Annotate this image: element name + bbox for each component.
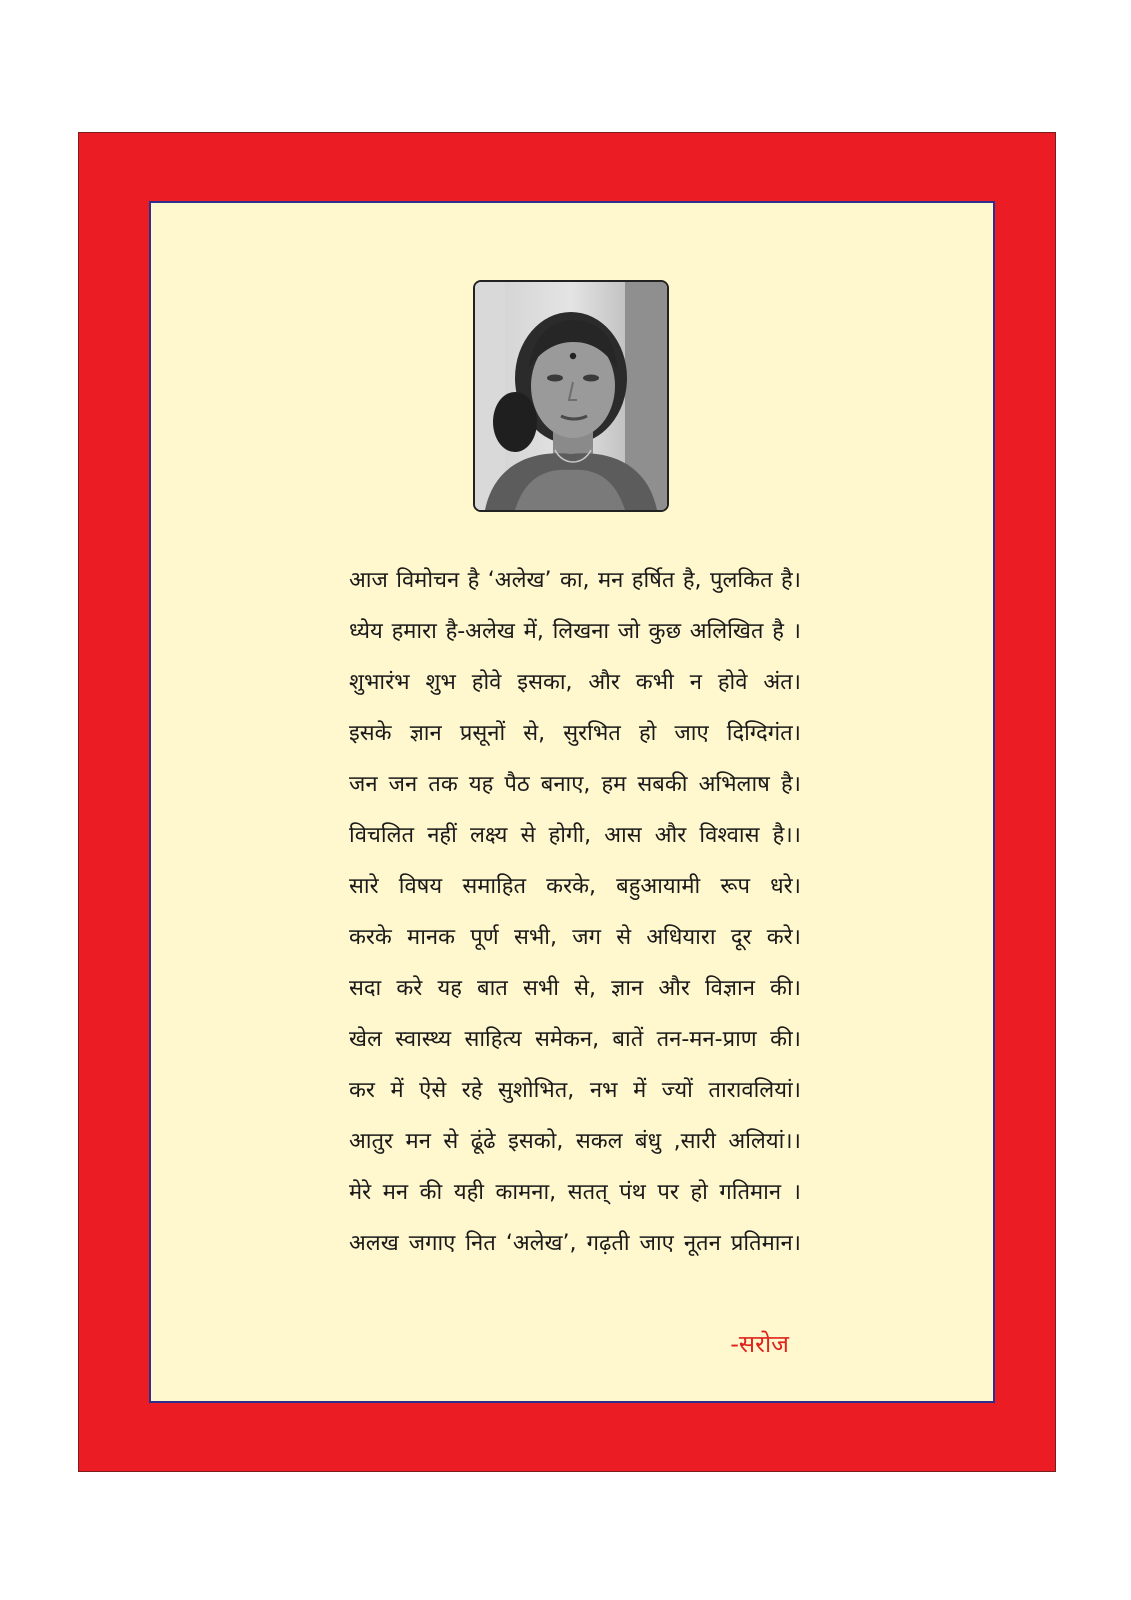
poem-line: कर में ऐसे रहे सुशोभित, नभ में ज्यों तारावलियां। xyxy=(349,1078,801,1103)
poem-line: इसके ज्ञान प्रसूनों से, सुरभित हो जाए दिग्दिगंत। xyxy=(349,721,801,746)
poem-line: अलख जगाए नित ‘अलेख’, गढ़ती जाए नूतन प्रतिमान। xyxy=(349,1231,801,1256)
poem-line: आतुर मन से ढूंढे इसको, सकल बंधु ,सारी अलियां।। xyxy=(349,1129,801,1154)
poem-signature: -सरोज xyxy=(730,1330,789,1358)
poem-line: शुभारंभ शुभ होवे इसका, और कभी न होवे अंत। xyxy=(349,670,801,695)
red-page-frame xyxy=(78,132,1056,1472)
poem-line: सारे विषय समाहित करके, बहुआयामी रूप धरे। xyxy=(349,874,801,899)
poem-line: खेल स्वास्थ्य साहित्य समेकन, बातें तन-मन-प्राण की। xyxy=(349,1027,801,1052)
poem-line: सदा करे यह बात सभी से, ज्ञान और विज्ञान की। xyxy=(349,976,801,1001)
person-portrait-icon xyxy=(475,282,667,510)
author-photo xyxy=(473,280,669,512)
poem-line: ध्येय हमारा है-अलेख में, लिखना जो कुछ अलिखित है । xyxy=(349,619,801,644)
poem-lines xyxy=(349,555,801,1269)
poem-line: विचलित नहीं लक्ष्य से होगी, आस और विश्वास है।। xyxy=(349,823,801,848)
poem-line: आज विमोचन है ‘अलेख’ का, मन हर्षित है, पुलकित है। xyxy=(349,568,801,593)
poem-line: मेरे मन की यही कामना, सतत् पंथ पर हो गतिमान । xyxy=(349,1180,801,1205)
poem-panel xyxy=(149,201,995,1403)
poem-line: करके मानक पूर्ण सभी, जग से अधियारा दूर करे। xyxy=(349,925,801,950)
poem-line: जन जन तक यह पैठ बनाए, हम सबकी अभिलाष है। xyxy=(349,772,801,797)
